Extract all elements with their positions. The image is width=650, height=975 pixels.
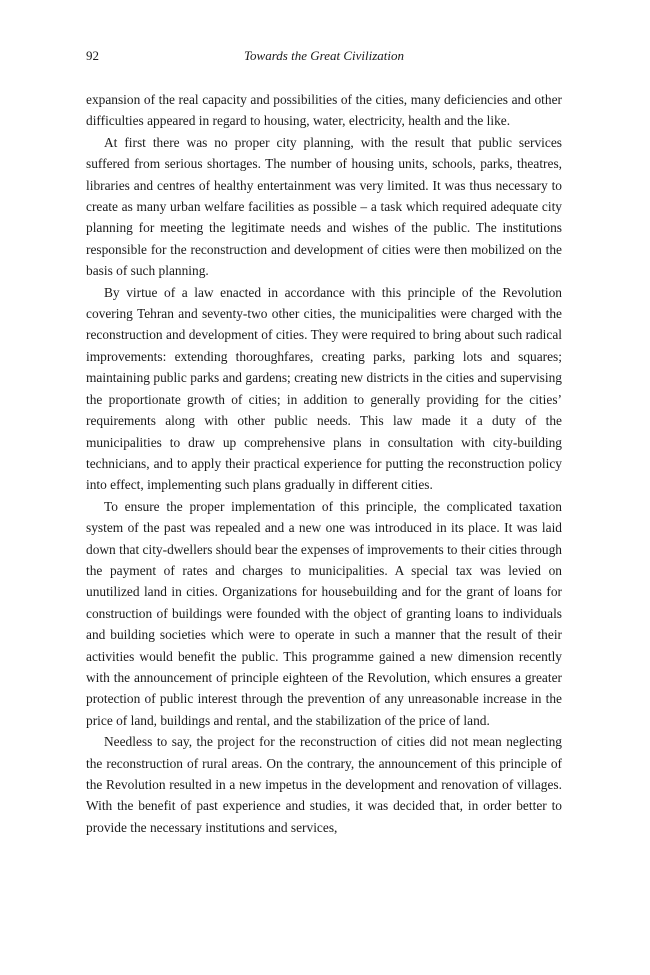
- body-text: [86, 89, 562, 838]
- book-page: [86, 0, 562, 975]
- page-number: 92: [86, 48, 99, 63]
- running-title: Towards the Great Civilization: [244, 48, 404, 63]
- paragraph-city-planning: At first there was no proper city planning, with the result that public services suffered from serious shortages. The number of housing units, schools, parks, theatres, libraries and centres of healthy entertainment was very limited. It was thus necessary to create as many urban welfare facilities as possible – a task which required adequate city planning for meeting the legitimate needs and wishes of the public. The institutions responsible for the reconstruction and development of cities were then mobilized on the basis of such planning.: [86, 134, 562, 279]
- paragraph-taxation-system: To ensure the proper implementation of this principle, the complicated taxation system of the past was repealed and a new one was introduced in its place. It was laid down that city-dwellers should bear the expenses of improvements to their cities through the payment of rates and charges to municipalities. A special tax was levied on unutilized land in cities. Organizations for housebuilding and for the grant of loans for construction of buildings were founded with the object of granting loans to individuals and building societies which were to operate in such a manner that the result of their activities would benefit the public. This programme gained a new dimension recently with the announcement of principle eighteen of the Revolution, which ensures a greater protection of public interest through the prevention of any unreasonable increase in the price of land, buildings and rental, and the stabilization of the price of land.: [86, 498, 562, 728]
- paragraph-continued: expansion of the real capacity and possibilities of the cities, many deficiencies and other difficulties appeared in regard to housing, water, electricity, health and the like.: [86, 92, 562, 129]
- running-head: [86, 46, 562, 66]
- paragraph-rural-reconstruction: Needless to say, the project for the reconstruction of cities did not mean neglecting the reconstruction of rural areas. On the contrary, the announcement of this principle of the Revolution resulted in a new impetus in the development and renovation of villages. With the benefit of past experience and studies, it was decided that, in order better to provide the necessary institutions and services,: [86, 734, 562, 835]
- paragraph-municipal-law: By virtue of a law enacted in accordance with this principle of the Revolution covering Tehran and seventy-two other cities, the municipalities were charged with the reconstruction and development of cities. They were required to bring about such radical improvements: extending thoroughfares, creating parks, parking lots and squares; maintaining public parks and gardens; creating new districts in the cities and supervising the proportionate growth of cities; in addition to generally providing for the cities’ requirements along with other public needs. This law made it a duty of the municipalities to draw up comprehensive plans in consultation with city-building technicians, and to apply their practical experience for putting the reconstruction policy into effect, implementing such plans gradually in different cities.: [86, 284, 562, 493]
